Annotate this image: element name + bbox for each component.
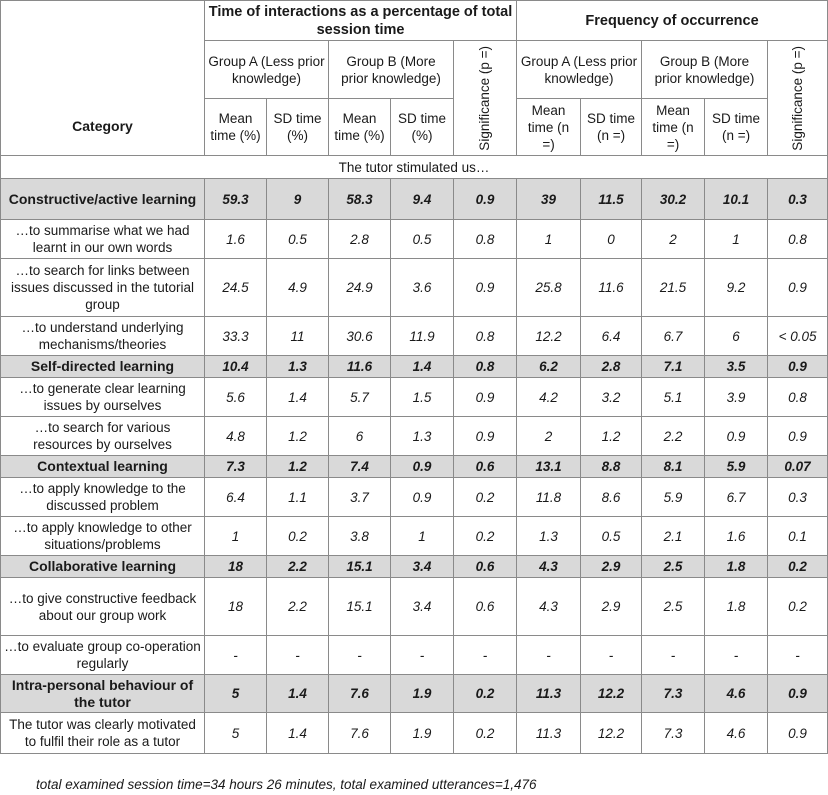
value-cell: 0.9 xyxy=(768,259,828,317)
value-cell: - xyxy=(329,636,391,675)
value-cell: 1.1 xyxy=(267,478,329,517)
item-label: …to search for links between issues discussed in the tutorial group xyxy=(1,259,205,317)
footnote: total examined session time=34 hours 26 minutes, total examined utterances=1,476 xyxy=(36,777,537,792)
value-cell: 0.9 xyxy=(391,478,454,517)
value-cell: 6.4 xyxy=(205,478,267,517)
freq-group-a-header: Group A (Less prior knowledge) xyxy=(517,41,642,99)
freq-significance-header: Significance (p =) xyxy=(768,41,828,156)
time-significance-header: Significance (p =) xyxy=(454,41,517,156)
value-cell: 0.9 xyxy=(391,456,454,478)
value-cell: 6.7 xyxy=(642,317,705,356)
value-cell: 10.1 xyxy=(705,179,768,220)
value-cell: 11.6 xyxy=(581,259,642,317)
value-cell: 0.9 xyxy=(454,417,517,456)
value-cell: 12.2 xyxy=(517,317,581,356)
value-cell: 0.2 xyxy=(768,556,828,578)
value-cell: 3.2 xyxy=(581,378,642,417)
value-cell: 0.2 xyxy=(454,675,517,713)
time-group-header: Time of interactions as a percentage of total session time xyxy=(205,1,517,41)
freq-group-b-header: Group B (More prior knowledge) xyxy=(642,41,768,99)
value-cell: 4.9 xyxy=(267,259,329,317)
time-a-sd-header: SD time (%) xyxy=(267,99,329,156)
item-row xyxy=(1,259,828,317)
item-label: …to generate clear learning issues by ourselves xyxy=(1,378,205,417)
value-cell: 0.8 xyxy=(768,220,828,259)
value-cell: - xyxy=(705,636,768,675)
freq-b-sd-header: SD time (n =) xyxy=(705,99,768,156)
item-row xyxy=(1,478,828,517)
value-cell: 1.6 xyxy=(205,220,267,259)
value-cell: 0.6 xyxy=(454,556,517,578)
value-cell: 7.3 xyxy=(205,456,267,478)
value-cell: 9.2 xyxy=(705,259,768,317)
value-cell: 1 xyxy=(517,220,581,259)
category-row xyxy=(1,456,828,478)
value-cell: 1.3 xyxy=(267,356,329,378)
value-cell: 4.3 xyxy=(517,556,581,578)
value-cell: 4.6 xyxy=(705,713,768,754)
value-cell: 11.5 xyxy=(581,179,642,220)
freq-b-mean-header: Mean time (n =) xyxy=(642,99,705,156)
value-cell: 1 xyxy=(705,220,768,259)
frequency-group-header: Frequency of occurrence xyxy=(517,1,828,41)
value-cell: 0.9 xyxy=(768,713,828,754)
value-cell: 0.3 xyxy=(768,179,828,220)
freq-a-sd-header: SD time (n =) xyxy=(581,99,642,156)
value-cell: 0.2 xyxy=(454,713,517,754)
value-cell: 2 xyxy=(642,220,705,259)
value-cell: 1.8 xyxy=(705,578,768,636)
time-group-a-header: Group A (Less prior knowledge) xyxy=(205,41,329,99)
value-cell: - xyxy=(581,636,642,675)
item-row xyxy=(1,713,828,754)
item-label: The tutor was clearly motivated to fulfil their role as a tutor xyxy=(1,713,205,754)
value-cell: 9 xyxy=(267,179,329,220)
value-cell: 15.1 xyxy=(329,578,391,636)
value-cell: 5 xyxy=(205,675,267,713)
value-cell: 0.3 xyxy=(768,478,828,517)
value-cell: 5.9 xyxy=(642,478,705,517)
value-cell: 0.5 xyxy=(267,220,329,259)
value-cell: - xyxy=(454,636,517,675)
value-cell: 7.4 xyxy=(329,456,391,478)
value-cell: 1.2 xyxy=(267,456,329,478)
value-cell: 8.6 xyxy=(581,478,642,517)
table-body xyxy=(1,179,828,754)
value-cell: - xyxy=(642,636,705,675)
value-cell: 0.8 xyxy=(768,378,828,417)
intro-row: The tutor stimulated us… xyxy=(1,156,828,179)
value-cell: 13.1 xyxy=(517,456,581,478)
value-cell: 3.4 xyxy=(391,556,454,578)
item-row xyxy=(1,517,828,556)
value-cell: 15.1 xyxy=(329,556,391,578)
value-cell: 1.5 xyxy=(391,378,454,417)
value-cell: 0.9 xyxy=(454,378,517,417)
item-label: …to summarise what we had learnt in our own words xyxy=(1,220,205,259)
value-cell: 12.2 xyxy=(581,713,642,754)
value-cell: 7.6 xyxy=(329,713,391,754)
value-cell: 24.5 xyxy=(205,259,267,317)
value-cell: 6.2 xyxy=(517,356,581,378)
time-a-mean-header: Mean time (%) xyxy=(205,99,267,156)
value-cell: 1.3 xyxy=(391,417,454,456)
value-cell: 7.6 xyxy=(329,675,391,713)
value-cell: 1.4 xyxy=(267,675,329,713)
category-label: Self-directed learning xyxy=(1,356,205,378)
value-cell: 3.4 xyxy=(391,578,454,636)
value-cell: 3.8 xyxy=(329,517,391,556)
value-cell: 30.6 xyxy=(329,317,391,356)
category-label: Collaborative learning xyxy=(1,556,205,578)
value-cell: 2.2 xyxy=(267,556,329,578)
value-cell: 5.1 xyxy=(642,378,705,417)
value-cell: 11.6 xyxy=(329,356,391,378)
value-cell: 0.9 xyxy=(768,417,828,456)
value-cell: 6.4 xyxy=(581,317,642,356)
value-cell: 7.3 xyxy=(642,675,705,713)
value-cell: 3.6 xyxy=(391,259,454,317)
value-cell: 0.6 xyxy=(454,456,517,478)
item-label: …to apply knowledge to the discussed problem xyxy=(1,478,205,517)
item-label: …to search for various resources by ourselves xyxy=(1,417,205,456)
freq-a-mean-header: Mean time (n =) xyxy=(517,99,581,156)
value-cell: 6 xyxy=(329,417,391,456)
value-cell: 2.8 xyxy=(329,220,391,259)
value-cell: 10.4 xyxy=(205,356,267,378)
value-cell: 1.9 xyxy=(391,713,454,754)
item-label: …to understand underlying mechanisms/theories xyxy=(1,317,205,356)
value-cell: 2.5 xyxy=(642,578,705,636)
time-b-sd-header: SD time (%) xyxy=(391,99,454,156)
value-cell: 4.2 xyxy=(517,378,581,417)
value-cell: 8.1 xyxy=(642,456,705,478)
value-cell: 2.9 xyxy=(581,556,642,578)
value-cell: 1.6 xyxy=(705,517,768,556)
item-row xyxy=(1,378,828,417)
category-row xyxy=(1,556,828,578)
value-cell: 11.3 xyxy=(517,675,581,713)
value-cell: 0.2 xyxy=(768,578,828,636)
category-row xyxy=(1,356,828,378)
value-cell: 3.5 xyxy=(705,356,768,378)
category-header: Category xyxy=(1,1,205,156)
value-cell: 5 xyxy=(205,713,267,754)
value-cell: - xyxy=(267,636,329,675)
value-cell: 3.7 xyxy=(329,478,391,517)
value-cell: 1.9 xyxy=(391,675,454,713)
value-cell: 11 xyxy=(267,317,329,356)
value-cell: 11.8 xyxy=(517,478,581,517)
value-cell: 5.7 xyxy=(329,378,391,417)
value-cell: 2 xyxy=(517,417,581,456)
value-cell: 59.3 xyxy=(205,179,267,220)
category-label: Constructive/active learning xyxy=(1,179,205,220)
value-cell: - xyxy=(768,636,828,675)
value-cell: 2.8 xyxy=(581,356,642,378)
value-cell: 0 xyxy=(581,220,642,259)
value-cell: 1 xyxy=(205,517,267,556)
item-row xyxy=(1,220,828,259)
value-cell: 1 xyxy=(391,517,454,556)
value-cell: 1.2 xyxy=(581,417,642,456)
value-cell: 2.9 xyxy=(581,578,642,636)
value-cell: 2.1 xyxy=(642,517,705,556)
value-cell: 1.4 xyxy=(267,378,329,417)
value-cell: 0.9 xyxy=(454,179,517,220)
value-cell: < 0.05 xyxy=(768,317,828,356)
value-cell: - xyxy=(205,636,267,675)
value-cell: 30.2 xyxy=(642,179,705,220)
value-cell: 0.2 xyxy=(454,517,517,556)
item-label: …to apply knowledge to other situations/problems xyxy=(1,517,205,556)
value-cell: 6.7 xyxy=(705,478,768,517)
value-cell: 21.5 xyxy=(642,259,705,317)
value-cell: 58.3 xyxy=(329,179,391,220)
value-cell: - xyxy=(517,636,581,675)
value-cell: 4.8 xyxy=(205,417,267,456)
item-row xyxy=(1,317,828,356)
category-label: Contextual learning xyxy=(1,456,205,478)
value-cell: 25.8 xyxy=(517,259,581,317)
value-cell: 12.2 xyxy=(581,675,642,713)
value-cell: 0.07 xyxy=(768,456,828,478)
item-label: …to give constructive feedback about our group work xyxy=(1,578,205,636)
value-cell: 0.9 xyxy=(454,259,517,317)
value-cell: 2.2 xyxy=(642,417,705,456)
value-cell: 3.9 xyxy=(705,378,768,417)
value-cell: 0.2 xyxy=(454,478,517,517)
category-row xyxy=(1,675,828,713)
value-cell: 0.9 xyxy=(768,356,828,378)
time-group-b-header: Group B (More prior knowledge) xyxy=(329,41,454,99)
item-label: …to evaluate group co-operation regularly xyxy=(1,636,205,675)
value-cell: - xyxy=(391,636,454,675)
value-cell: 8.8 xyxy=(581,456,642,478)
value-cell: 0.1 xyxy=(768,517,828,556)
value-cell: 33.3 xyxy=(205,317,267,356)
time-b-mean-header: Mean time (%) xyxy=(329,99,391,156)
value-cell: 1.8 xyxy=(705,556,768,578)
value-cell: 1.4 xyxy=(391,356,454,378)
value-cell: 0.8 xyxy=(454,220,517,259)
category-row xyxy=(1,179,828,220)
value-cell: 18 xyxy=(205,578,267,636)
value-cell: 4.6 xyxy=(705,675,768,713)
value-cell: 24.9 xyxy=(329,259,391,317)
value-cell: 0.5 xyxy=(391,220,454,259)
value-cell: 0.9 xyxy=(705,417,768,456)
value-cell: 18 xyxy=(205,556,267,578)
value-cell: 11.9 xyxy=(391,317,454,356)
value-cell: 1.2 xyxy=(267,417,329,456)
item-row xyxy=(1,417,828,456)
value-cell: 5.6 xyxy=(205,378,267,417)
value-cell: 11.3 xyxy=(517,713,581,754)
category-label: Intra-personal behaviour of the tutor xyxy=(1,675,205,713)
item-row xyxy=(1,578,828,636)
value-cell: 39 xyxy=(517,179,581,220)
value-cell: 4.3 xyxy=(517,578,581,636)
item-row xyxy=(1,636,828,675)
value-cell: 2.5 xyxy=(642,556,705,578)
value-cell: 7.1 xyxy=(642,356,705,378)
value-cell: 2.2 xyxy=(267,578,329,636)
value-cell: 0.5 xyxy=(581,517,642,556)
value-cell: 6 xyxy=(705,317,768,356)
value-cell: 0.9 xyxy=(768,675,828,713)
value-cell: 1.3 xyxy=(517,517,581,556)
value-cell: 7.3 xyxy=(642,713,705,754)
value-cell: 0.8 xyxy=(454,317,517,356)
value-cell: 9.4 xyxy=(391,179,454,220)
value-cell: 0.6 xyxy=(454,578,517,636)
value-cell: 1.4 xyxy=(267,713,329,754)
value-cell: 0.2 xyxy=(267,517,329,556)
value-cell: 0.8 xyxy=(454,356,517,378)
value-cell: 5.9 xyxy=(705,456,768,478)
